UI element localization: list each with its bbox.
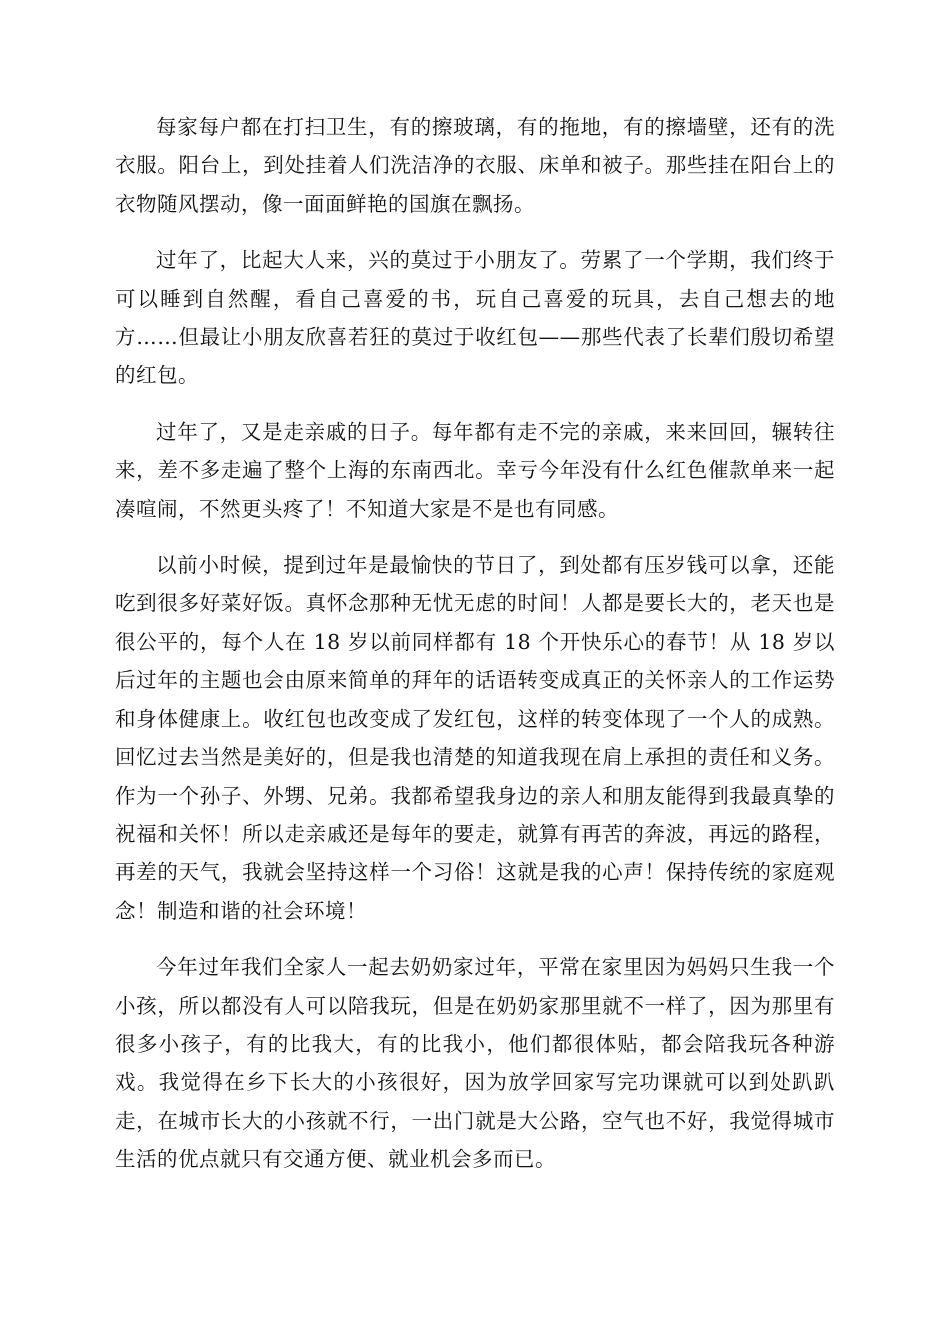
paragraph-visiting-relatives: 过年了，又是走亲戚的日子。每年都有走不完的亲戚，来来回回，辗转往来，差不多走遍了整个上海的东南西北。幸亏今年没有什么红色催款单来一起凑喧闹，不然更头疼了！不知道大家是不是也有同感。 <box>115 419 835 521</box>
paragraph-children-red-envelopes: 过年了，比起大人来，兴的莫过于小朋友了。劳累了一个学期，我们终于可以睡到自然醒，看自己喜爱的书，玩自己喜爱的玩具，去自己想去的地方……但最让小朋友欣喜若狂的莫过于收红包——那些代表了长辈们殷切希望的红包。 <box>115 248 835 388</box>
paragraph-grandma-house: 今年过年我们全家人一起去奶奶家过年，平常在家里因为妈妈只生我一个小孩，所以都没有人可以陪我玩，但是在奶奶家那里就不一样了，因为那里有很多小孩子，有的比我大，有的比我小，他们都很体贴，都会陪我玩各种游戏。我觉得在乡下长大的小孩很好，因为放学回家写完功课就可以到处趴趴走，在城市长大的小孩就不行，一出门就是大公路，空气也不好，我觉得城市生活的优点就只有交通方便、就业机会多而已。 <box>115 955 835 1172</box>
paragraph-growing-up: 以前小时候，提到过年是最愉快的节日了，到处都有压岁钱可以拿，还能吃到很多好菜好饭。真怀念那种无忧无虑的时间！人都是要长大的，老天也是很公平的，每个人在 18 岁以前同样都有 18 个开快乐心的春节！从 18 岁以后过年的主题也会由原来简单的拜年的话语转变成真正的关怀亲人的工作运势和身体健康上。收红包也改变成了发红包，这样的转变体现了一个人的成熟。回忆过去当然是美好的，但是我也清楚的知道我现在肩上承担的责任和义务。作为一个孙子、外甥、兄弟。我都希望我身边的亲人和朋友能得到我最真挚的祝福和关怀！所以走亲戚还是每年的要走，就算有再苦的奔波，再远的路程，再差的天气，我就会坚持这样一个习俗！这就是我的心声！保持传统的家庭观念！制造和谐的社会环境！ <box>115 553 835 923</box>
paragraph-cleaning: 每家每户都在打扫卫生，有的擦玻璃，有的拖地，有的擦墙壁，还有的洗衣服。阳台上，到处挂着人们洗洁净的衣服、床单和被子。那些挂在阳台上的衣物随风摆动，像一面面鲜艳的国旗在飘扬。 <box>115 115 835 216</box>
document-body <box>115 108 835 1197</box>
